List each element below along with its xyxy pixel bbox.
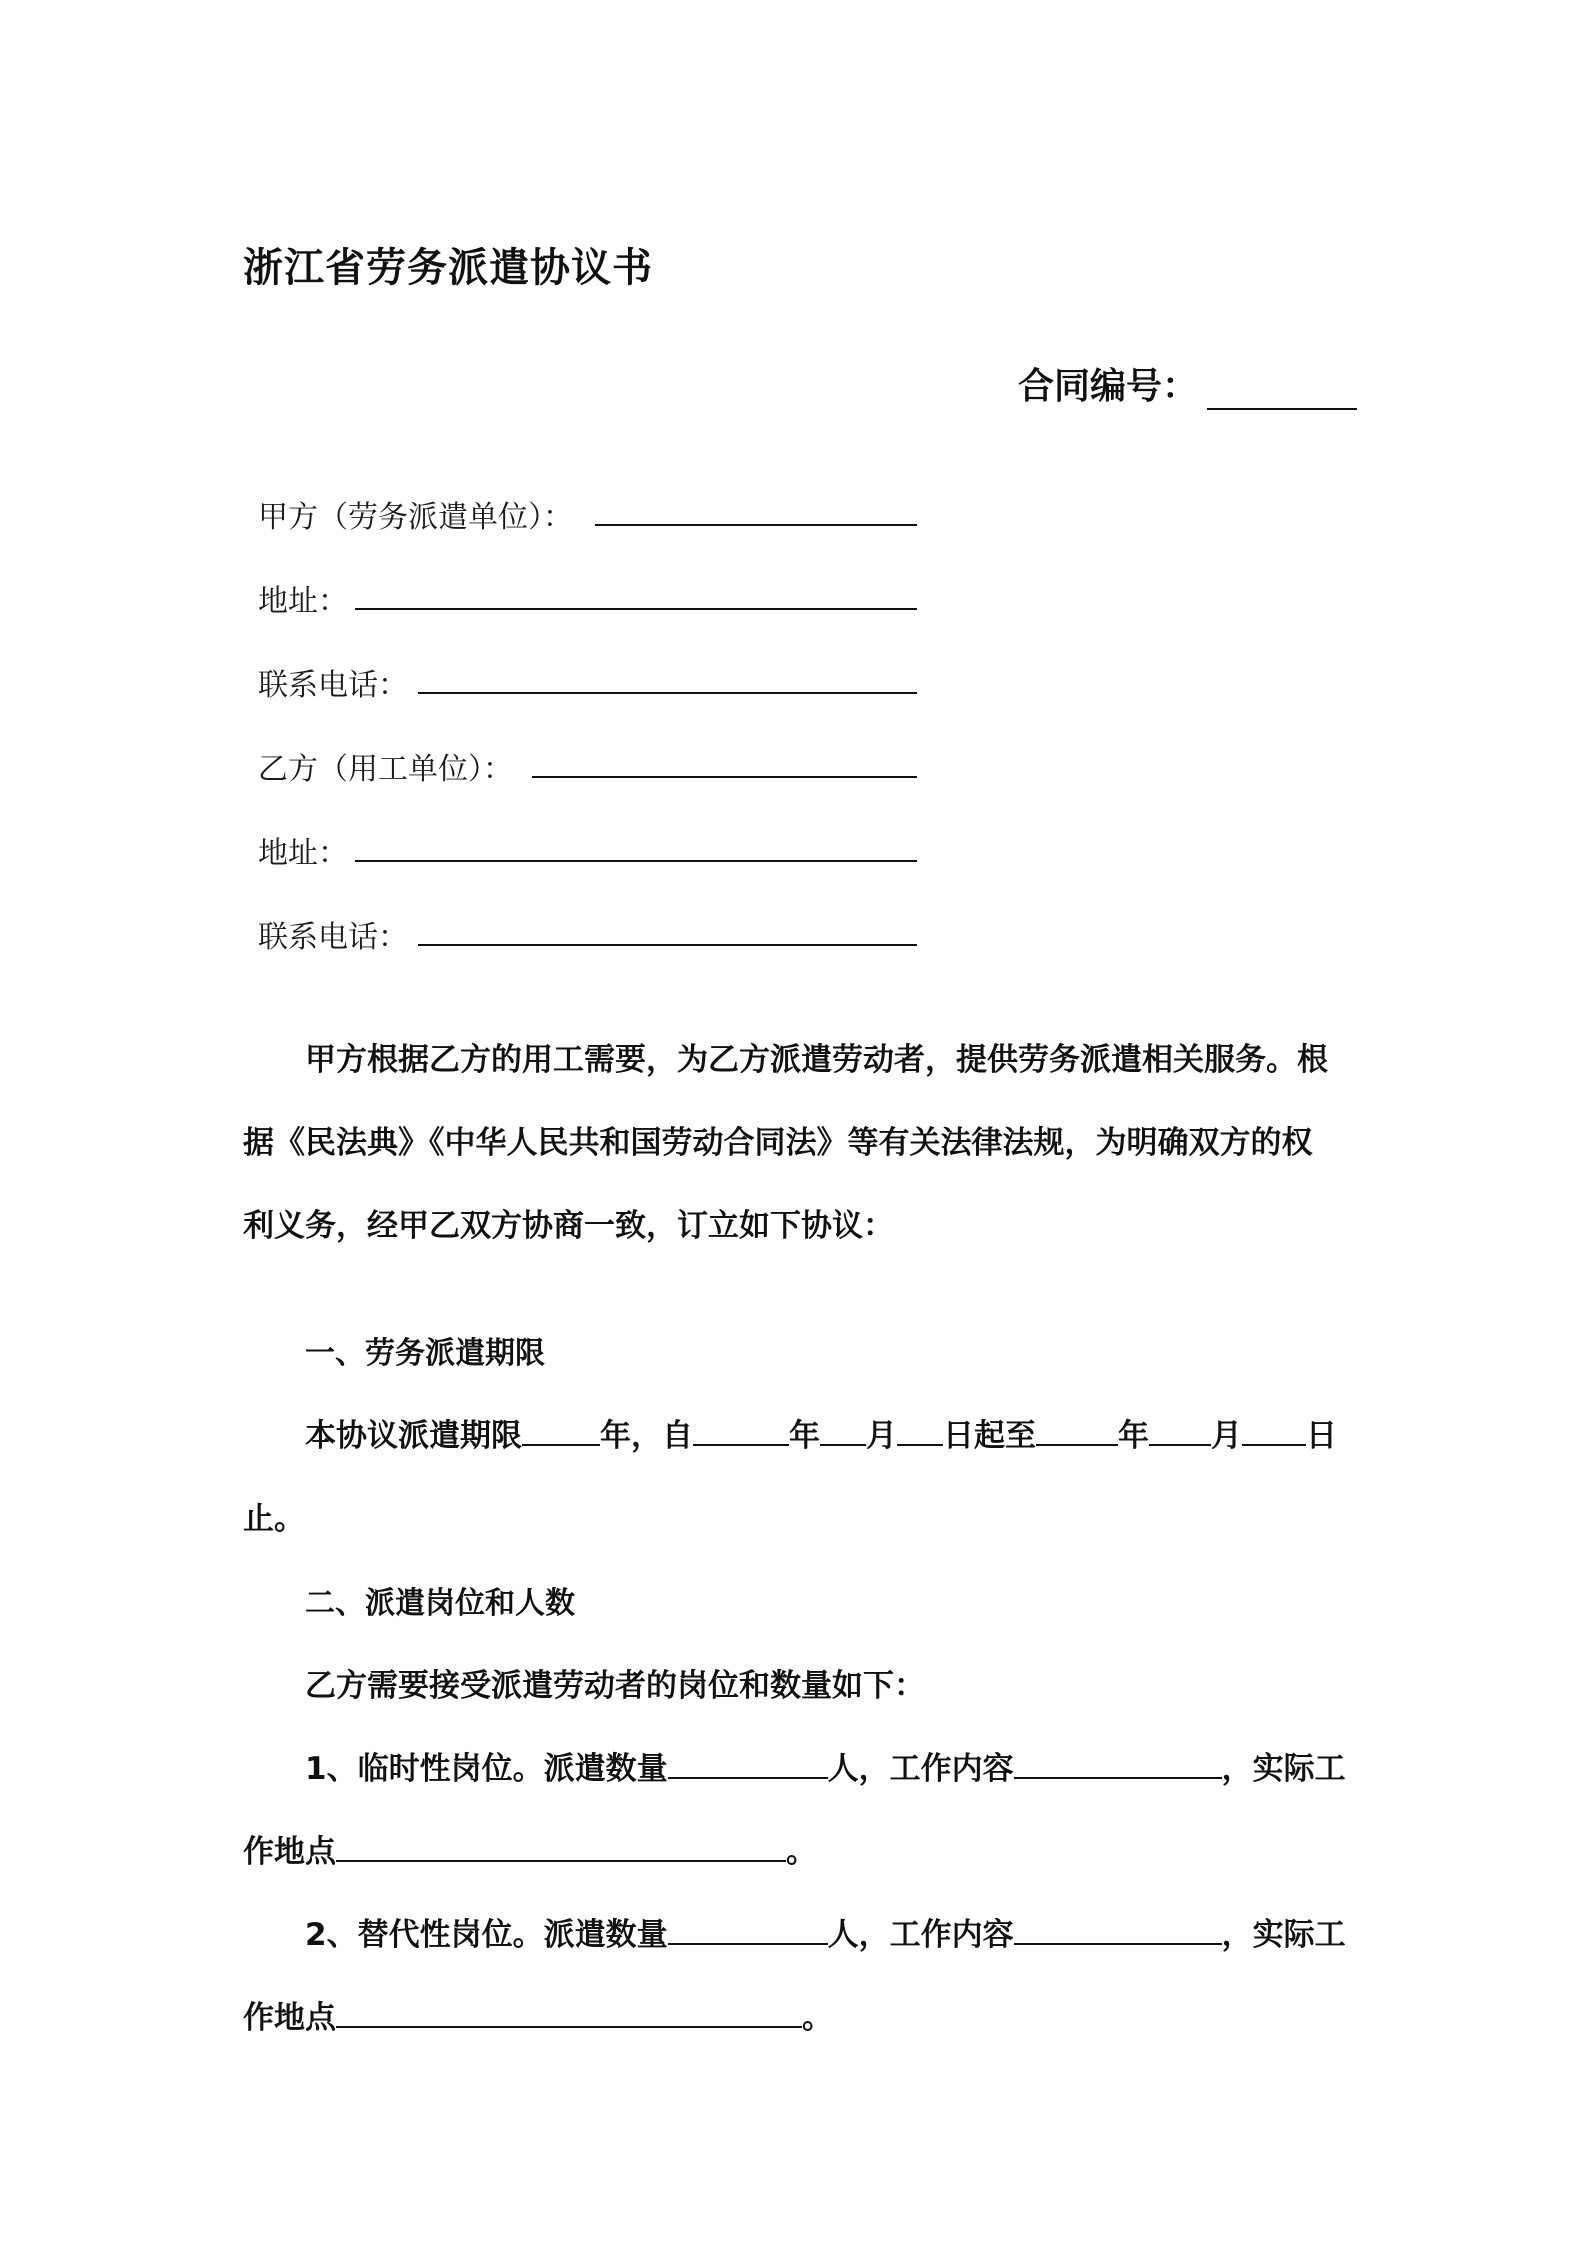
item-2-location-text: 作地点: [243, 2000, 336, 2036]
item-2-content-field[interactable]: [1014, 1913, 1222, 1945]
item-1-line-1: [305, 1743, 1346, 1788]
item-2-location-field[interactable]: [336, 1996, 802, 2028]
item-1-location-field[interactable]: [336, 1830, 786, 1862]
section-1-heading: 一、劳务派遣期限: [305, 1336, 545, 1371]
start-year-unit: 年: [789, 1418, 820, 1454]
item-1-content-text: 人，工作内容: [827, 1751, 1014, 1787]
end-year-field[interactable]: [1036, 1414, 1118, 1446]
start-day-until-text: 日起至: [943, 1418, 1036, 1454]
contract-number-field[interactable]: [1207, 408, 1357, 410]
section-1-line-2: 止。: [243, 1501, 305, 1537]
intro-line-1: 甲方根据乙方的用工需要，为乙方派遣劳动者，提供劳务派遣相关服务。根: [305, 1042, 1328, 1078]
party-b-label: 乙方（用工单位）：: [258, 752, 513, 787]
document-title: 浙江省劳务派遣协议书: [243, 245, 653, 291]
party-a-phone-field[interactable]: [418, 692, 917, 694]
party-b-phone-label: 联系电话：: [258, 920, 408, 955]
end-day-field[interactable]: [1242, 1414, 1306, 1446]
item-1-period: 。: [786, 1834, 817, 1870]
start-month-unit: 月: [866, 1418, 897, 1454]
period-year-from-text: 年，自: [600, 1418, 693, 1454]
period-years-field[interactable]: [522, 1414, 600, 1446]
party-b-name-field[interactable]: [532, 776, 917, 778]
item-1-quantity-text: 1、临时性岗位。派遣数量: [305, 1751, 668, 1787]
item-2-period: 。: [802, 2000, 833, 2036]
section-2-heading: 二、派遣岗位和人数: [305, 1586, 575, 1621]
party-a-phone-label: 联系电话：: [258, 668, 408, 703]
party-b-address-field[interactable]: [355, 860, 917, 862]
party-a-name-field[interactable]: [595, 524, 917, 526]
end-month-field[interactable]: [1149, 1414, 1211, 1446]
party-a-address-field[interactable]: [355, 608, 917, 610]
period-text: 本协议派遣期限: [305, 1418, 522, 1454]
item-1-content-field[interactable]: [1014, 1747, 1222, 1779]
item-2-line-1: [305, 1909, 1346, 1954]
party-b-address-label: 地址：: [258, 836, 348, 871]
start-month-field[interactable]: [820, 1414, 866, 1446]
party-a-address-label: 地址：: [258, 584, 348, 619]
contract-number-label: 合同编号：: [1018, 366, 1199, 407]
item-2-content-text: 人，工作内容: [827, 1917, 1014, 1953]
item-1-quantity-field[interactable]: [668, 1747, 828, 1779]
party-a-label: 甲方（劳务派遣单位）：: [258, 500, 573, 535]
item-1-actual-text: ，实际工: [1221, 1751, 1346, 1787]
start-day-field[interactable]: [897, 1414, 943, 1446]
item-2-quantity-text: 2、替代性岗位。派遣数量: [305, 1917, 668, 1953]
section-1-period-line: [305, 1410, 1337, 1455]
end-year-unit: 年: [1118, 1418, 1149, 1454]
item-2-line-2: [243, 1992, 833, 2037]
party-b-phone-field[interactable]: [418, 944, 917, 946]
item-1-location-text: 作地点: [243, 1834, 336, 1870]
intro-line-3: 利义务，经甲乙双方协商一致，订立如下协议：: [243, 1208, 894, 1244]
item-2-actual-text: ，实际工: [1221, 1917, 1346, 1953]
item-2-quantity-field[interactable]: [668, 1913, 828, 1945]
start-year-field[interactable]: [693, 1414, 789, 1446]
item-1-line-2: [243, 1826, 817, 1871]
end-month-unit: 月: [1211, 1418, 1242, 1454]
section-2-intro: 乙方需要接受派遣劳动者的岗位和数量如下：: [305, 1668, 925, 1704]
end-day-unit: 日: [1306, 1418, 1337, 1454]
intro-line-2: 据《民法典》《中华人民共和国劳动合同法》等有关法律法规，为明确双方的权: [243, 1125, 1313, 1161]
